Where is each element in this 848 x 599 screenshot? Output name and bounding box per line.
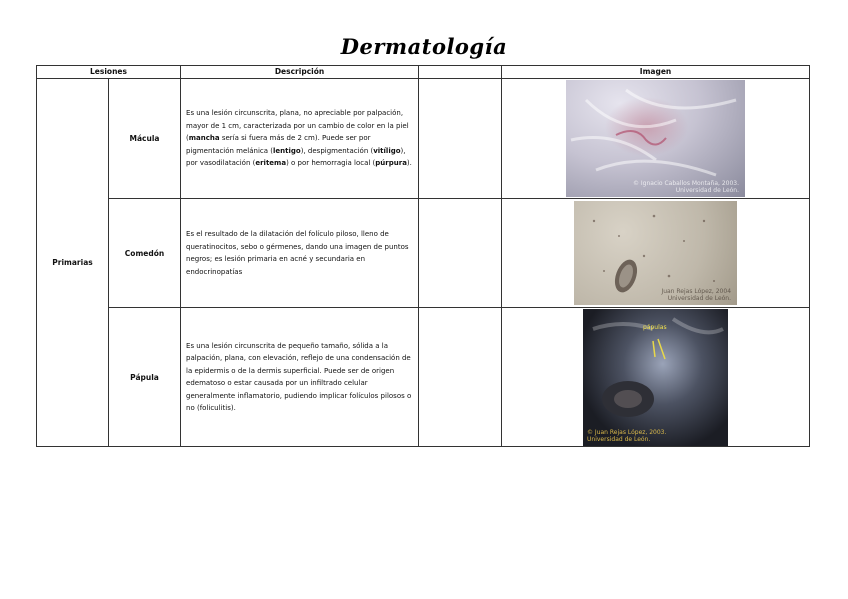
papula-photo (583, 309, 728, 446)
table-row (37, 199, 810, 308)
highlighted-term: eritema (255, 159, 287, 168)
highlighted-term: lentigo (273, 146, 301, 155)
lesion-description (181, 199, 419, 308)
header-descripcion: Descripción (181, 66, 419, 79)
lesion-name: Comedón (109, 199, 181, 308)
image-cell (502, 79, 810, 199)
image-label: pápulas (643, 323, 667, 331)
description-text: ), despigmentación ( (300, 146, 374, 155)
image-cell (502, 308, 810, 447)
category-cell: Primarias (37, 79, 109, 447)
description-text: sería si fuera más de 2 cm). Puede ser por pigmentación melánica ( (186, 134, 371, 155)
description-text: Es una lesión circunscrita de pequeño tamaño, sólida a la palpación, plana, con elevación, reflejo de una condensación de la epidermis o de la dermis superficial. Puede ser de origen edematoso o estar causada por un infiltrado celular generalmente inflamatorio, pudiendo implicar folículos pilosos o no (foliculitis). (186, 341, 412, 412)
lesion-description (181, 308, 419, 447)
empty-cell (419, 308, 502, 447)
table-row (37, 79, 810, 199)
description-text: ). (406, 159, 412, 168)
empty-cell (419, 199, 502, 308)
lesion-name: Mácula (109, 79, 181, 199)
lesion-name: Pápula (109, 308, 181, 447)
highlighted-term: mancha (188, 134, 220, 143)
highlighted-term: vitíligo (373, 146, 401, 155)
description-text: ), por vasodilatación ( (186, 146, 406, 168)
image-cell (502, 199, 810, 308)
lesion-description (181, 79, 419, 199)
comedon-photo (574, 201, 737, 305)
description-text: ) o por hemorragia local ( (286, 159, 376, 168)
photo-credit: © Ignacio Caballos Montaña, 2003. Universidad de León. (632, 180, 740, 194)
description-text: Es el resultado de la dilatación del folículo piloso, lleno de queratinocitos, sebo o gérmenes, dando una imagen de puntos negros; es lesión primaria en acné y secundaria en endocrinopatías (186, 230, 409, 276)
header-empty (419, 66, 502, 79)
table-header-row (37, 66, 810, 79)
photo-credit: Juan Rejas López, 2004 Universidad de León. (661, 288, 732, 302)
page-title: Dermatología (340, 34, 508, 59)
table-row (37, 308, 810, 447)
empty-cell (419, 79, 502, 199)
highlighted-term: púrpura (375, 159, 407, 168)
header-lesiones: Lesiones (37, 66, 181, 79)
lesions-table (36, 65, 810, 447)
macula-photo (566, 80, 745, 197)
header-imagen: Imagen (502, 66, 810, 79)
description-text: Es una lesión circunscrita, plana, no apreciable por palpación, mayor de 1 cm, caracterizada por un cambio de color en la piel ( (186, 109, 409, 143)
photo-credit: © Juan Rejas López, 2003. Universidad de León. (587, 428, 667, 443)
